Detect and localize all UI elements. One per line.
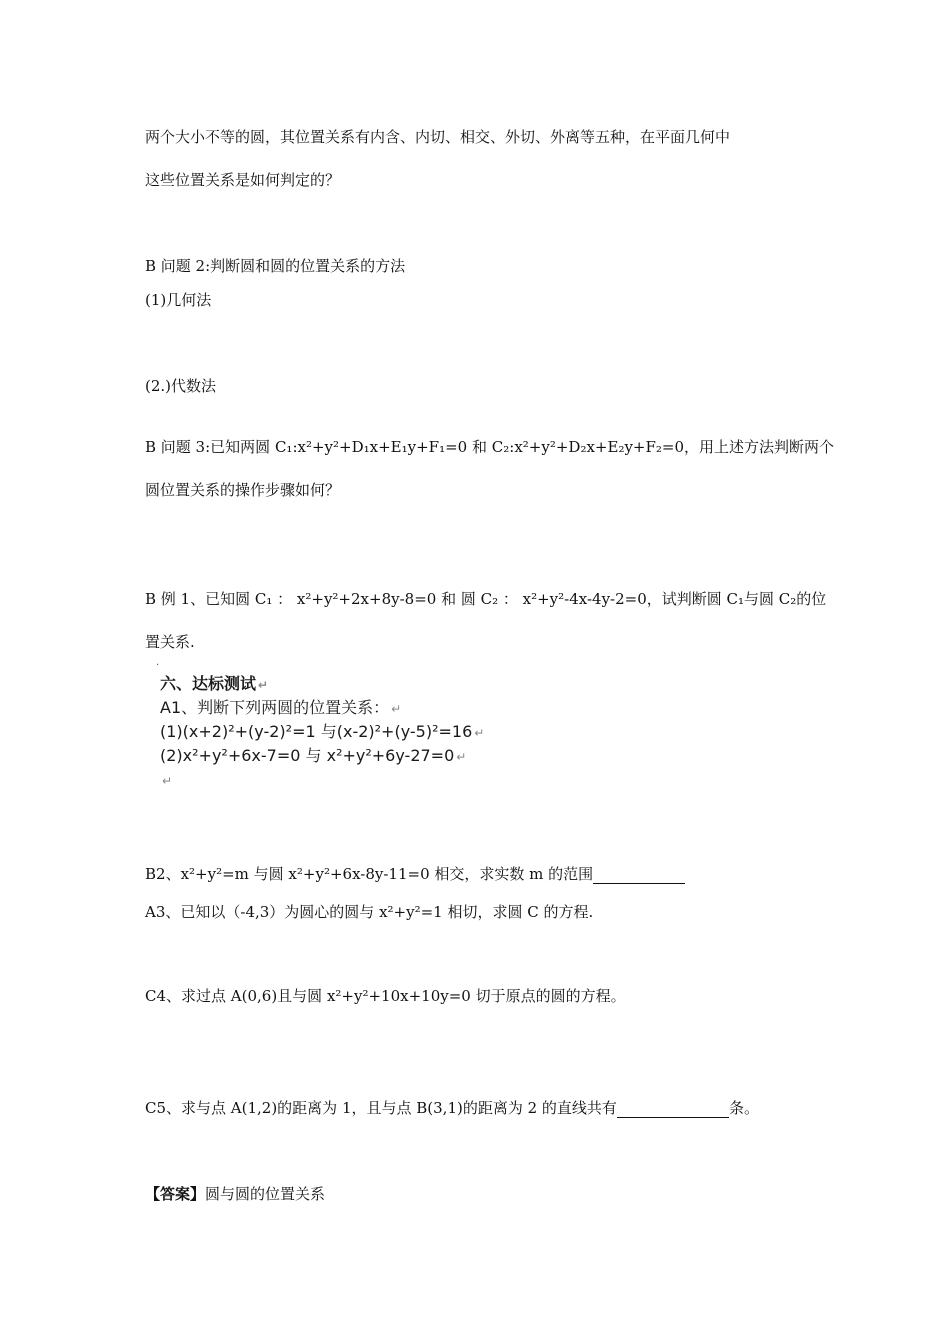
example1-line1: B 例 1、已知圆 C₁ ： x²+y²+2x+8y-8=0 和 圆 C₂ ： x²+y²-4x-4y-2=0，试判断圆 C₁与圆 C₂的位 <box>145 590 827 608</box>
answer-line <box>145 1184 325 1204</box>
return-mark-icon: ↵ <box>391 702 402 716</box>
test-item2-text: (2)x²+y²+6x-7=0 与 x²+y²+6y-27=0 <box>160 746 455 765</box>
c4-question: C4、求过点 A(0,6)且与圆 x²+y²+10x+10y=0 切于原点的圆的方程。 <box>145 987 626 1005</box>
a3-question: A3、已知以（-4,3）为圆心的圆与 x²+y²=1 相切，求圆 C 的方程. <box>145 903 594 921</box>
q3-and: 和 <box>471 438 487 456</box>
return-mark-icon: ↵ <box>162 774 173 788</box>
q2-title: B 问题 2:判断圆和圆的位置关系的方法 <box>145 257 406 275</box>
q3-prefix: B 问题 3:已知两圆 <box>145 438 271 456</box>
b2-question <box>145 864 685 884</box>
c5-answer-blank[interactable] <box>617 1101 729 1118</box>
example1-line2: 置关系. <box>145 633 195 651</box>
q2-method-geometric: (1)几何法 <box>145 291 212 309</box>
test-item2 <box>160 746 466 767</box>
test-item1-text: (1)(x+2)²+(y-2)²=1 与(x-2)²+(y-5)²=16 <box>160 722 473 741</box>
return-mark-icon: ↵ <box>258 678 269 692</box>
return-mark-icon: ↵ <box>456 750 467 764</box>
para1-line1: 两个大小不等的圆，其位置关系有内含、内切、相交、外切、外离等五种，在平面几何中 <box>145 128 731 146</box>
c5-question <box>145 1098 759 1118</box>
para1-line2: 这些位置关系是如何判定的？ <box>145 171 341 189</box>
test-section-image <box>152 660 487 795</box>
q3-line2: 圆位置关系的操作步骤如何？ <box>145 481 341 499</box>
return-mark-icon: ↵ <box>474 726 485 740</box>
test-empty-row <box>160 770 172 791</box>
answer-label: 【答案】 <box>145 1185 206 1203</box>
test-a1-text: A1、判断下列两圆的位置关系： <box>160 698 390 717</box>
test-item1 <box>160 722 484 743</box>
test-title-text: 六、达标测试 <box>160 674 257 693</box>
q3-line1 <box>145 437 834 457</box>
dot-mark: · <box>156 660 160 671</box>
test-title <box>160 674 268 695</box>
answer-text: 圆与圆的位置关系 <box>205 1185 326 1203</box>
c5-prefix: C5、求与点 A(1,2)的距离为 1，且与点 B(3,1)的距离为 2 的直线共有 <box>145 1099 617 1117</box>
test-a1 <box>160 698 401 719</box>
q3-c1: C₁:x²+y²+D₁x+E₁y+F₁=0 <box>274 438 468 456</box>
b2-text: B2、x²+y²=m 与圆 x²+y²+6x-8y-11=0 相交，求实数 m 的范围 <box>145 865 594 883</box>
q3-c2: C₂:x²+y²+D₂x+E₂y+F₂=0，用上述方法判断两个 <box>491 438 835 456</box>
b2-answer-blank[interactable] <box>593 867 685 884</box>
c5-suffix: 条。 <box>728 1099 759 1117</box>
q2-method-algebraic: (2.)代数法 <box>145 377 217 395</box>
